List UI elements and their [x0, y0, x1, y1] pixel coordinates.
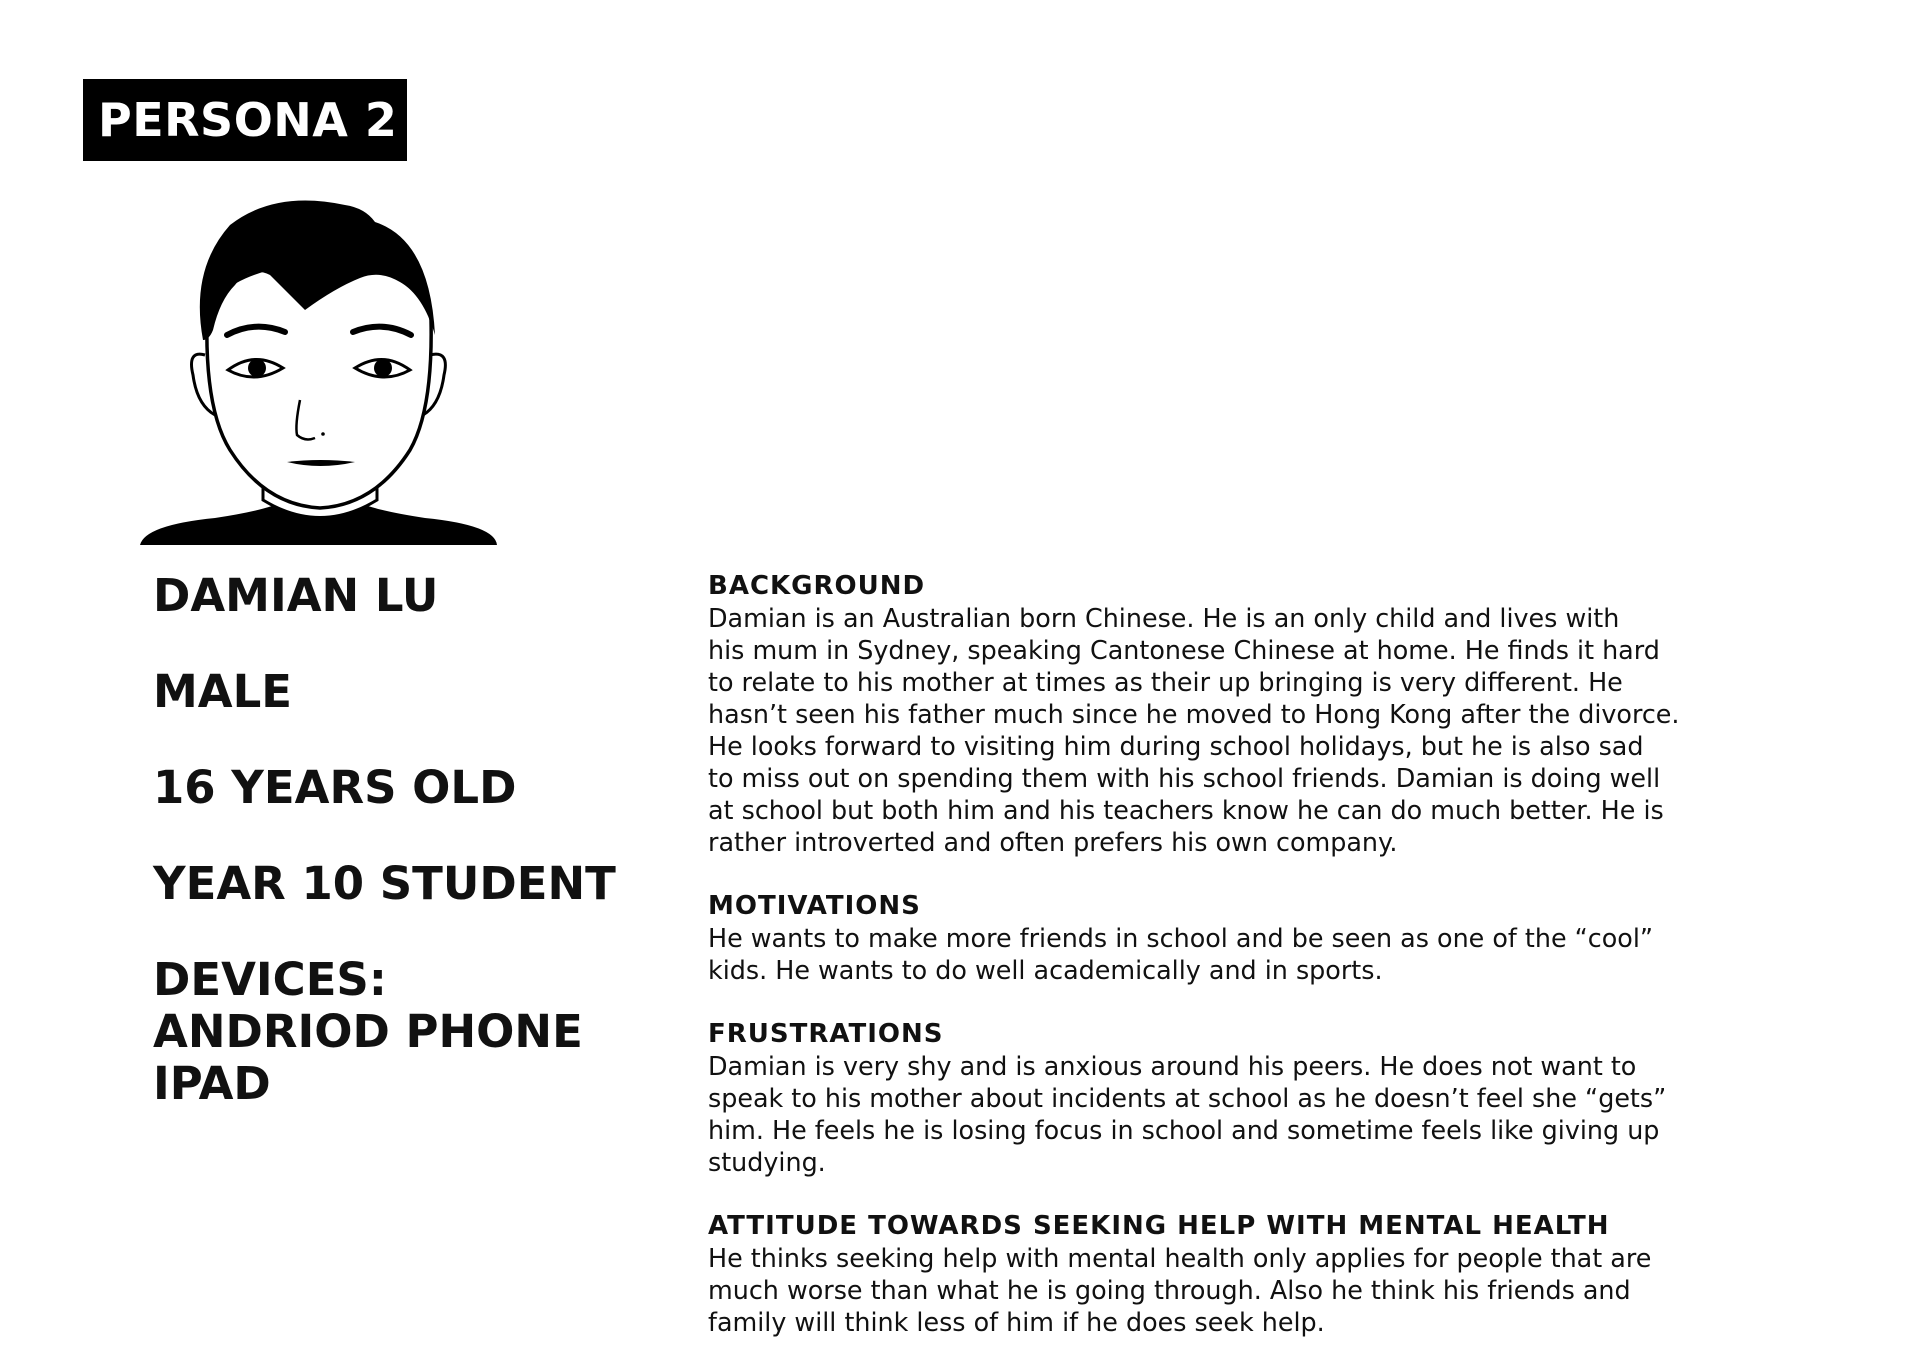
text-line: speak to his mother about incidents at school as he doesn’t feel she “gets”	[708, 1083, 1667, 1113]
section-title: ATTITUDE TOWARDS SEEKING HELP WITH MENTAL HEALTH	[708, 1211, 1610, 1241]
background-section	[708, 570, 1708, 858]
person-portrait-icon	[135, 200, 505, 555]
persona-gender: MALE	[153, 665, 293, 718]
section-title: BACKGROUND	[708, 571, 926, 601]
persona-occupation: YEAR 10 STUDENT	[153, 857, 616, 910]
text-line: He looks forward to visiting him during school holidays, but he is also sad	[708, 731, 1644, 761]
text-line: studying.	[708, 1147, 826, 1177]
text-line: hasn’t seen his father much since he moved to Hong Kong after the divorce.	[708, 699, 1680, 729]
text-line: his mum in Sydney, speaking Cantonese Chinese at home. He finds it hard	[708, 635, 1660, 665]
persona-details	[708, 570, 1708, 1370]
text-line: He wants to make more friends in school and be seen as one of the “cool”	[708, 923, 1654, 953]
persona-facts	[153, 570, 633, 1110]
text-line: at school but both him and his teachers know he can do much better. He is	[708, 795, 1664, 825]
text-line: family will think less of him if he does seek help.	[708, 1307, 1325, 1337]
section-body	[708, 1242, 1698, 1338]
text-line: Damian is very shy and is anxious around his peers. He does not want to	[708, 1051, 1637, 1081]
devices-label: DEVICES:	[153, 953, 387, 1006]
section-title: MOTIVATIONS	[708, 891, 921, 921]
persona-name: DAMIAN LU	[153, 569, 439, 622]
text-line: kids. He wants to do well academically and in sports.	[708, 955, 1383, 985]
frustrations-section	[708, 1018, 1708, 1178]
text-line: to miss out on spending them with his school friends. Damian is doing well	[708, 763, 1661, 793]
text-line: to relate to his mother at times as their up bringing is very different. He	[708, 667, 1623, 697]
attitude-section	[708, 1210, 1708, 1338]
persona-badge: PERSONA 2	[83, 79, 407, 161]
device-item: IPAD	[153, 1057, 271, 1110]
section-body	[708, 602, 1698, 858]
section-body	[708, 1050, 1698, 1178]
text-line: Damian is an Australian born Chinese. He is an only child and lives with	[708, 603, 1620, 633]
section-body	[708, 922, 1698, 986]
text-line: He thinks seeking help with mental health only applies for people that are	[708, 1243, 1652, 1273]
text-line: him. He feels he is losing focus in school and sometime feels like giving up	[708, 1115, 1660, 1145]
device-item: ANDRIOD PHONE	[153, 1005, 583, 1058]
text-line: rather introverted and often prefers his own company.	[708, 827, 1398, 857]
text-line: much worse than what he is going through. Also he think his friends and	[708, 1275, 1631, 1305]
section-title: FRUSTRATIONS	[708, 1019, 944, 1049]
motivations-section	[708, 890, 1708, 986]
persona-age: 16 YEARS OLD	[153, 761, 517, 814]
